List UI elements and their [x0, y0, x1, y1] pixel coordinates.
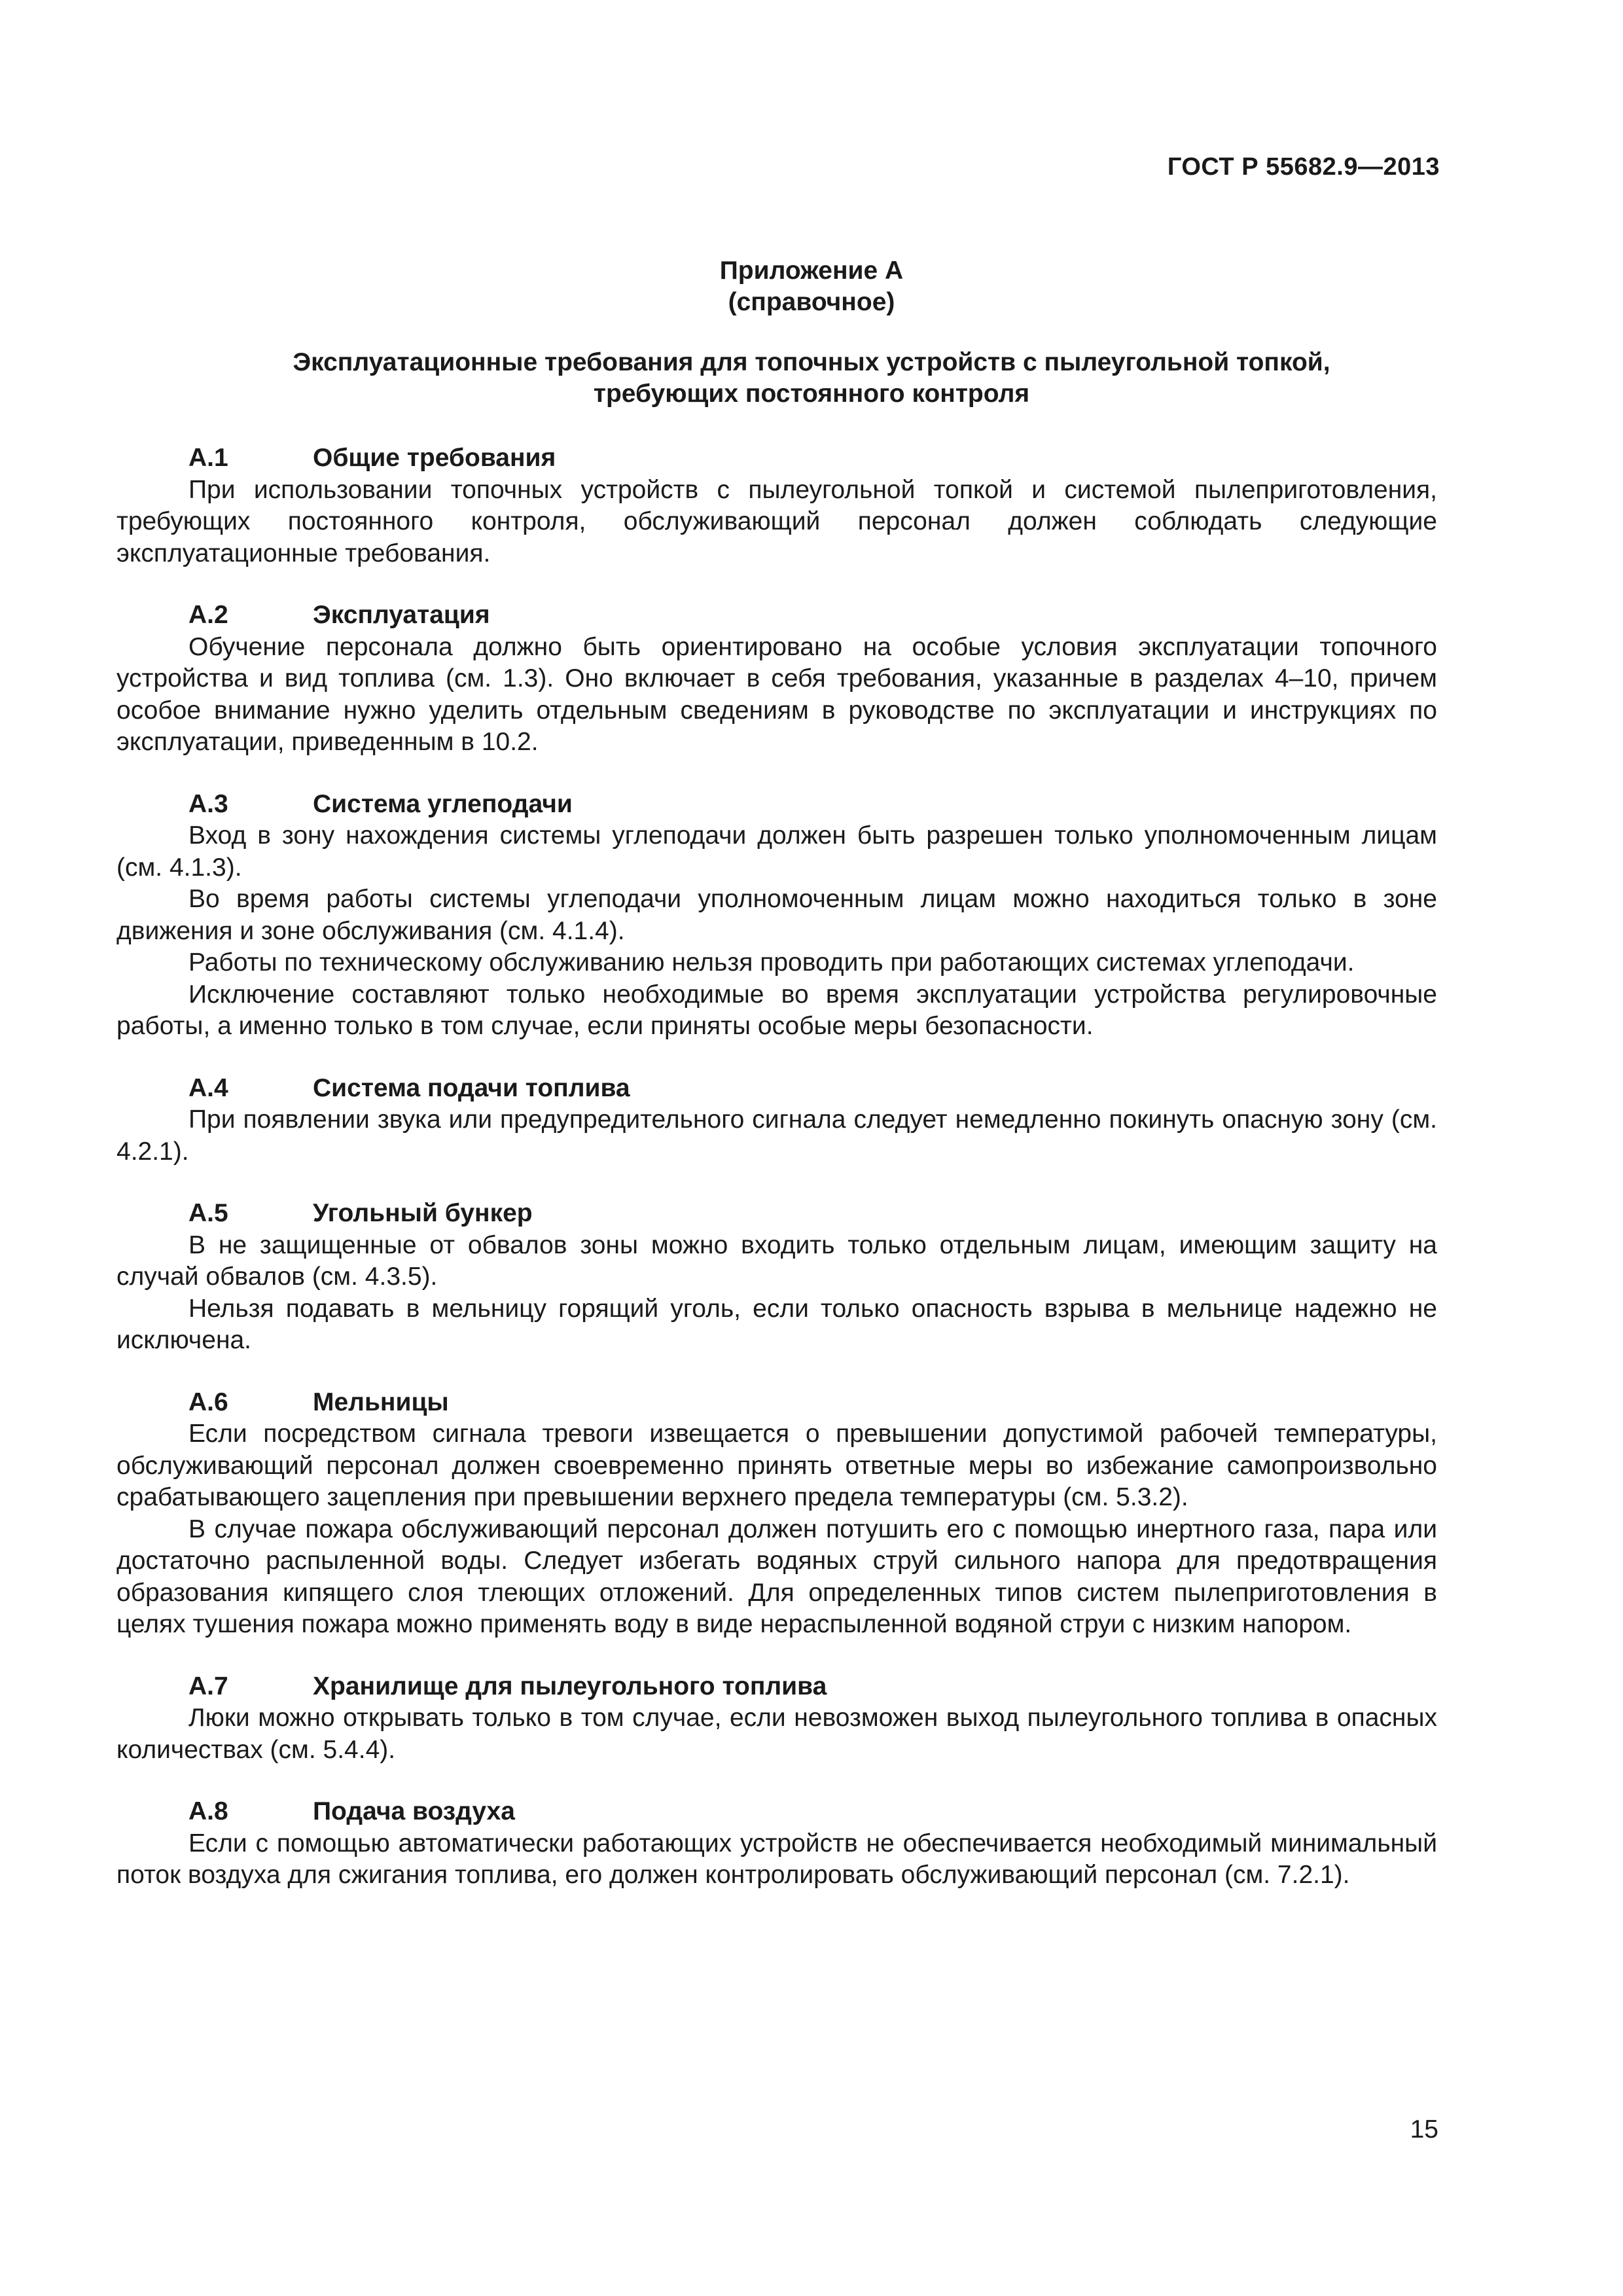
section-title: Общие требования — [313, 444, 556, 472]
annex-title-line-1: Эксплуатационные требования для топочных устройств с пылеугольной топкой, — [293, 348, 1330, 376]
section-heading — [116, 1671, 1437, 1703]
section-number: А.6 — [188, 1388, 228, 1416]
section-number: А.8 — [188, 1797, 228, 1825]
page-number: 15 — [1410, 2115, 1438, 2144]
section-a4 — [116, 1073, 1437, 1168]
section-heading — [116, 789, 1437, 821]
paragraph: Нельзя подавать в мельницу горящий уголь, если только опасность взрыва в мельнице надежно не исключена. — [116, 1294, 1437, 1354]
section-number: А.2 — [188, 601, 228, 629]
section-title: Система углеподачи — [313, 789, 573, 818]
section-number: А.1 — [188, 444, 228, 472]
paragraph: Исключение составляют только необходимые во время эксплуатации устройства регулировочные работы, а именно только в том случае, если приняты особые меры безопасности. — [116, 980, 1437, 1040]
section-heading — [116, 1198, 1437, 1230]
section-title: Мельницы — [313, 1388, 449, 1416]
section-heading — [116, 1073, 1437, 1105]
section-title: Эксплуатация — [313, 601, 490, 629]
section-a5 — [116, 1198, 1437, 1357]
section-heading — [116, 600, 1437, 632]
paragraph: В случае пожара обслуживающий персонал должен потушить его с помощью инертного газа, пара или достаточно распыленной воды. Следует избегать водяных струй сильного напора для предотвращения образования кипящего слоя тлеющих отложений. Для определенных типов систем пылеприготовления в целях тушения пожара можно применять воду в виде нераспыленной водяной струи с низким напором. — [116, 1515, 1437, 1638]
section-title: Угольный бункер — [313, 1199, 533, 1227]
paragraph: В не защищенные от обвалов зоны можно входить только отдельным лицам, имеющим защиту на случай обвалов (см. 4.3.5). — [116, 1230, 1437, 1291]
section-number: А.3 — [188, 789, 228, 818]
section-title: Хранилище для пылеугольного топлива — [313, 1672, 827, 1700]
paragraph: Обучение персонала должно быть ориентировано на особые условия эксплуатации топочного устройства и вид топлива (см. 1.3). Оно включает в себя требования, указанные в разделах 4–10, причем особое внимание нужно уделить отдельным сведениям в руководстве по эксплуатации и инструкциях по эксплуатации, приведенным в 10.2. — [116, 632, 1437, 756]
paragraph: Во время работы системы углеподачи уполномоченным лицам можно находиться только в зоне движения и зоне обслуживания (см. 4.1.4). — [116, 885, 1437, 945]
paragraph: Вход в зону нахождения системы углеподачи должен быть разрешен только уполномоченным лицам (см. 4.1.3). — [116, 821, 1437, 882]
annex-title — [0, 347, 1623, 410]
section-number: А.7 — [188, 1672, 228, 1700]
section-a3 — [116, 789, 1437, 1043]
document-code: ГОСТ Р 55682.9—2013 — [1167, 153, 1440, 181]
section-heading — [116, 442, 1437, 475]
paragraph: При появлении звука или предупредительного сигнала следует немедленно покинуть опасную зону (см. 4.2.1). — [116, 1105, 1437, 1166]
annex-title-line-2: требующих постоянного контроля — [593, 380, 1030, 408]
section-number: А.5 — [188, 1199, 228, 1227]
annex-label: Приложение А — [719, 257, 904, 285]
document-body — [116, 442, 1437, 1922]
paragraph: Если с помощью автоматически работающих устройств не обеспечивается необходимый минимальный поток воздуха для сжигания топлива, его должен контролировать обслуживающий персонал (см. 7.2.1). — [116, 1829, 1437, 1889]
paragraph: Если посредством сигнала тревоги извещается о превышении допустимой рабочей температуры, обслуживающий персонал должен своевременно принять ответные меры во избежание самопроизвольно срабатывающего зацепления при превышении верхнего предела температуры (см. 5.3.2). — [116, 1420, 1437, 1511]
section-heading — [116, 1796, 1437, 1828]
section-a8 — [116, 1796, 1437, 1892]
section-a1 — [116, 442, 1437, 569]
section-title: Система подачи топлива — [313, 1073, 630, 1102]
section-a6 — [116, 1387, 1437, 1641]
annex-heading — [0, 255, 1623, 318]
section-number: А.4 — [188, 1073, 228, 1102]
section-title: Подача воздуха — [313, 1797, 515, 1825]
annex-type: (справочное) — [728, 288, 895, 316]
section-a7 — [116, 1671, 1437, 1767]
paragraph: При использовании топочных устройств с пылеугольной топкой и системой пылеприготовления, требующих постоянного контроля, обслуживающий персонал должен соблюдать следующие эксплуатационные требования. — [116, 475, 1437, 567]
paragraph: Работы по техническому обслуживанию нельзя проводить при работающих системах углеподачи. — [188, 948, 1355, 977]
section-a2 — [116, 600, 1437, 759]
paragraph: Люки можно открывать только в том случае, если невозможен выход пылеугольного топлива в опасных количествах (см. 5.4.4). — [116, 1704, 1437, 1764]
section-heading — [116, 1387, 1437, 1419]
